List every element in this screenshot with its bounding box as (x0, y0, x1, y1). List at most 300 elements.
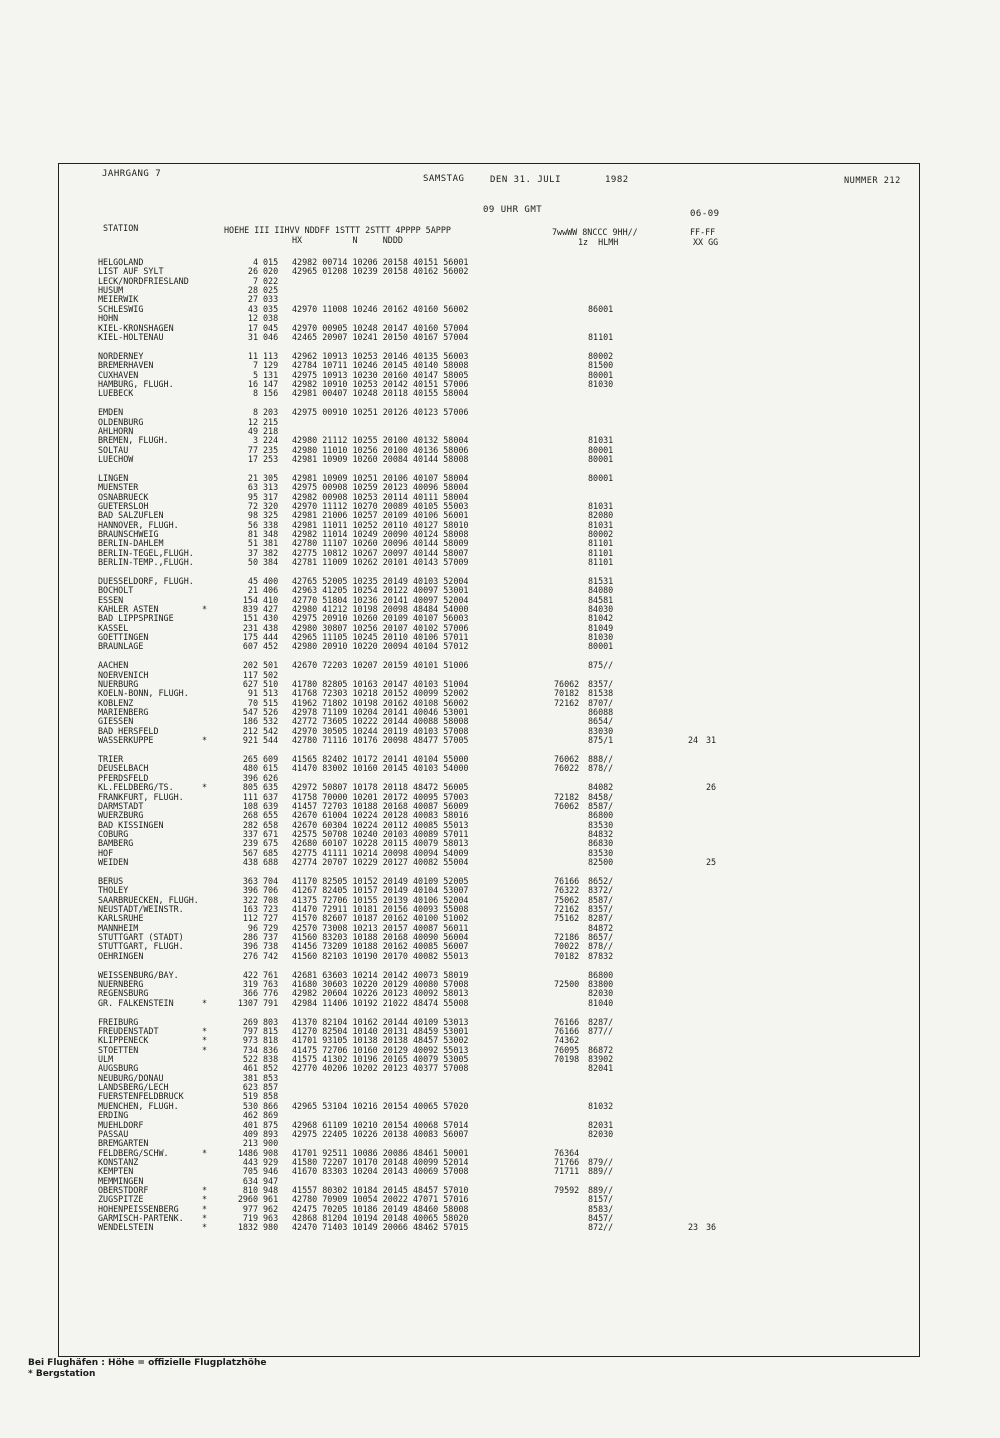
weather-group: 70022 (554, 941, 580, 952)
station-id: 818 (263, 1035, 279, 1046)
station-height: 607 (242, 641, 258, 652)
cloud-group: 86830 (588, 838, 614, 849)
weather-group: 72162 (554, 697, 580, 708)
station-height: 111 (242, 791, 258, 802)
mountain-marker: * (202, 1147, 208, 1158)
cloud-group: 8357/ (588, 679, 614, 689)
station-name: FREIBURG (98, 1016, 139, 1027)
station-id: 235 (263, 444, 279, 455)
station-name: ZUGSPITZE (98, 1194, 144, 1205)
cloud-group: 81030 (588, 378, 614, 389)
station-name: MUEHLDORF (98, 1119, 144, 1130)
station-height: 98 (247, 510, 258, 521)
station-height: 381 (242, 1072, 258, 1083)
cloud-group: 81030 (588, 632, 614, 642)
station-height: 27 (247, 294, 258, 305)
table-row (0, 1222, 1000, 1232)
station-height: 705 (242, 1166, 258, 1177)
station-height: 21 (247, 472, 258, 483)
station-id: 763 (263, 979, 279, 989)
station-name: DARMSTADT (98, 800, 144, 811)
station-name: KASSEL (98, 622, 129, 633)
cloud-group: 872// (588, 1222, 614, 1233)
station-id: 671 (263, 828, 279, 839)
station-id: 325 (263, 510, 279, 521)
station-height: 422 (242, 969, 258, 980)
station-id: 147 (263, 378, 279, 389)
cloud-group: 8287/ (588, 1016, 614, 1027)
synop-groups: 42868 81204 10194 20148 40065 58020 (292, 1213, 469, 1223)
station-name: OBERSTDORF (98, 1184, 149, 1195)
station-id: 637 (263, 791, 279, 802)
station-height: 163 (242, 903, 258, 914)
station-height: 16 (247, 378, 258, 389)
synop-groups: 41701 92511 10086 20086 48461 50001 (292, 1147, 469, 1158)
cloud-group: 84080 (588, 585, 614, 596)
station-height: 396 (242, 941, 258, 952)
synop-groups: 41570 82607 10187 20162 40100 51002 (292, 913, 469, 924)
synop-groups: 42770 51804 10236 20141 40097 52004 (292, 594, 469, 605)
synop-groups: 41962 71802 10198 20162 40108 56002 (292, 697, 469, 708)
station-name: KAHLER ASTEN (98, 604, 159, 614)
station-id: 706 (263, 885, 279, 896)
station-name: LANDSBERG/LECH (98, 1082, 169, 1093)
station-name: STOETTEN (98, 1044, 139, 1055)
station-height: 480 (242, 763, 258, 774)
mountain-marker: * (202, 997, 208, 1008)
station-name: BRAUNLAGE (98, 641, 144, 652)
weather-group: 75062 (554, 894, 580, 905)
station-name: LIST AUF SYLT (98, 266, 164, 277)
synop-groups: 42982 20604 10226 20123 40092 58013 (292, 988, 469, 999)
synop-groups: 41475 72706 10160 20129 40092 55013 (292, 1044, 469, 1055)
table-row (0, 557, 1000, 567)
station-id: 113 (263, 350, 279, 361)
station-name: BERLIN-TEGEL,FLUGH. (98, 547, 194, 558)
cloud-group: 82041 (588, 1063, 614, 1074)
station-height: 12 (247, 313, 258, 324)
station-id: 836 (263, 1044, 279, 1055)
synop-groups: 42980 11010 10256 20100 40136 58006 (292, 444, 469, 455)
station-id: 381 (263, 538, 279, 549)
station-name: SAARBRUECKEN, FLUGH. (98, 894, 199, 905)
synop-groups: 42980 21112 10255 20100 40132 58004 (292, 435, 469, 446)
synop-groups: 42465 20907 10241 20150 40167 57004 (292, 331, 469, 342)
cloud-group: 86800 (588, 969, 614, 980)
synop-groups: 42784 10711 10246 20145 40140 58008 (292, 360, 469, 371)
station-name: MARIENBERG (98, 707, 149, 718)
synop-groups: 42765 52005 10235 20149 40103 52004 (292, 575, 469, 586)
weather-group: 72162 (554, 903, 580, 914)
synop-groups: 42670 72203 10207 20159 40101 51006 (292, 660, 469, 671)
synop-groups: 41575 41302 10196 20165 40079 53005 (292, 1054, 469, 1064)
station-id: 776 (263, 988, 279, 999)
station-name: PASSAU (98, 1128, 129, 1139)
station-id: 020 (263, 266, 279, 277)
synop-groups: 42972 50807 10178 20118 48472 56005 (292, 782, 469, 793)
cloud-group: 81032 (588, 1100, 614, 1111)
station-id: 542 (263, 725, 279, 736)
station-id: 738 (263, 941, 279, 952)
station-name: KOBLENZ (98, 697, 134, 708)
station-height: 530 (242, 1100, 258, 1111)
day: SAMSTAG (423, 174, 465, 184)
station-height: 627 (242, 679, 258, 689)
station-id: 962 (263, 1203, 279, 1214)
cloud-group: 8707/ (588, 697, 614, 708)
station-height: 17 (247, 453, 258, 464)
station-name: REGENSBURG (98, 988, 149, 999)
cloud-group: 8157/ (588, 1194, 614, 1205)
station-id: 675 (263, 838, 279, 849)
synop-groups: 42781 11009 10262 20101 40143 57009 (292, 557, 469, 567)
table-row (0, 735, 1000, 745)
table-row (0, 388, 1000, 398)
col-main-sub: HX N NDDD (292, 235, 403, 245)
synop-groups: 42982 00714 10206 20158 40151 56001 (292, 257, 469, 267)
obs-time: 09 UHR GMT (483, 205, 543, 215)
station-name: HOF (98, 847, 114, 858)
station-height: 239 (242, 838, 258, 849)
station-height: 522 (242, 1054, 258, 1064)
year: 1982 (605, 175, 629, 185)
synop-groups: 42670 61004 10224 20128 40083 58016 (292, 810, 469, 821)
station-name: HOHENPEISSENBERG (98, 1203, 179, 1214)
synop-groups: 42975 10913 10230 20160 40147 58005 (292, 369, 469, 380)
gust-extra: 31 (706, 735, 717, 746)
station-id: 526 (263, 707, 279, 718)
station-name: WEIDEN (98, 856, 129, 867)
station-height: 11 (247, 350, 258, 361)
station-height: 805 (242, 782, 258, 793)
station-id: 858 (263, 1091, 279, 1102)
station-height: 3 (252, 435, 258, 446)
station-name: BERLIN-DAHLEM (98, 538, 164, 549)
synop-groups: 41670 83303 10204 20143 40069 57008 (292, 1166, 469, 1177)
station-id: 626 (263, 772, 279, 783)
cloud-group: 87832 (588, 950, 614, 961)
station-id: 852 (263, 1063, 279, 1074)
col-ff: FF-FF (690, 227, 716, 237)
station-name: AHLHORN (98, 425, 134, 436)
station-height: 337 (242, 828, 258, 839)
cloud-group: 82080 (588, 510, 614, 521)
synop-groups: 42775 10812 10267 20097 40144 58007 (292, 547, 469, 558)
station-height: 366 (242, 988, 258, 999)
station-name: DUESSELDORF, FLUGH. (98, 575, 194, 586)
weather-group: 72500 (554, 979, 580, 989)
station-id: 501 (263, 660, 279, 671)
station-name: FUERSTENFELDBRUCK (98, 1091, 184, 1102)
station-name: KARLSRUHE (98, 913, 144, 924)
cloud-group: 875/1 (588, 735, 614, 746)
station-id: 320 (263, 500, 279, 511)
cloud-group: 80002 (588, 350, 614, 361)
station-height: 213 (242, 1138, 258, 1149)
station-id: 025 (263, 285, 279, 296)
station-name: MEMMINGEN (98, 1175, 144, 1186)
gust-extra: 25 (706, 856, 717, 867)
cloud-group: 83902 (588, 1054, 614, 1064)
station-name: THOLEY (98, 885, 129, 896)
station-id: 502 (263, 669, 279, 680)
station-height: 438 (242, 856, 258, 867)
station-height: 319 (242, 979, 258, 989)
station-name: FRANKFURT, FLUGH. (98, 791, 184, 802)
station-name: ULM (98, 1054, 114, 1064)
station-id: 685 (263, 847, 279, 858)
station-name: BAD SALZUFLEN (98, 510, 164, 521)
station-id: 737 (263, 932, 279, 942)
synop-groups: 42978 71109 10204 20141 40046 53001 (292, 707, 469, 718)
station-height: 282 (242, 819, 258, 830)
station-id: 046 (263, 331, 279, 342)
weather-group: 71711 (554, 1166, 580, 1177)
station-name: SCHLESWIG (98, 303, 144, 314)
station-id: 382 (263, 547, 279, 558)
station-name: BREMEN, FLUGH. (98, 435, 169, 446)
station-id: 948 (263, 1184, 279, 1195)
gust-extra: 36 (706, 1222, 717, 1233)
station-name: NEUSTADT/WEINSTR. (98, 903, 184, 914)
weather-group: 70198 (554, 1054, 580, 1064)
cloud-group: 877// (588, 1026, 614, 1036)
weather-group: 70182 (554, 688, 580, 699)
weather-group: 72186 (554, 932, 580, 942)
synop-groups: 42775 41111 10214 20098 40094 54009 (292, 847, 469, 858)
cloud-group: 84872 (588, 922, 614, 933)
station-id: 317 (263, 491, 279, 502)
cloud-group: 80001 (588, 641, 614, 652)
station-height: 269 (242, 1016, 258, 1027)
station-height: 5 (252, 369, 258, 380)
cloud-group: 875// (588, 660, 614, 671)
station-name: GOETTINGEN (98, 632, 149, 642)
cloud-group: 86800 (588, 810, 614, 821)
synop-groups: 42681 63603 10214 20142 40073 58019 (292, 969, 469, 980)
station-id: 129 (263, 360, 279, 371)
station-id: 946 (263, 1166, 279, 1177)
station-id: 400 (263, 575, 279, 586)
station-id: 313 (263, 482, 279, 493)
cloud-group: 889// (588, 1184, 614, 1195)
cloud-group: 80001 (588, 369, 614, 380)
station-height: 276 (242, 950, 258, 961)
station-name: KIEL-HOLTENAU (98, 331, 164, 342)
station-name: HUSUM (98, 285, 124, 296)
station-height: 634 (242, 1175, 258, 1186)
station-height: 112 (242, 913, 258, 924)
station-id: 218 (263, 425, 279, 436)
synop-groups: 41560 82103 10190 20170 40082 55013 (292, 950, 469, 961)
station-id: 815 (263, 1026, 279, 1036)
synop-groups: 42970 00905 10248 20147 40160 57004 (292, 322, 469, 333)
synop-groups: 42780 71116 10176 20098 48477 57005 (292, 735, 469, 746)
station-height: 117 (242, 669, 258, 680)
station-id: 875 (263, 1119, 279, 1130)
synop-groups: 42670 60304 10224 20112 40085 55013 (292, 819, 469, 830)
cloud-group: 81538 (588, 688, 614, 699)
mountain-marker: * (202, 782, 208, 793)
synop-groups: 41580 72207 10170 20148 40099 52014 (292, 1156, 469, 1167)
cloud-group: 83530 (588, 819, 614, 830)
station-height: 37 (247, 547, 258, 558)
station-name: GR. FALKENSTEIN (98, 997, 174, 1008)
synop-groups: 42982 11014 10249 20090 40124 58008 (292, 528, 469, 539)
synop-groups: 42475 70205 10186 20149 48460 58008 (292, 1203, 469, 1214)
station-name: LUECHOW (98, 453, 134, 464)
station-name: BAD LIPPSPRINGE (98, 613, 174, 624)
station-id: 947 (263, 1175, 279, 1186)
station-name: WENDELSTEIN (98, 1222, 154, 1233)
station-name: NUERBURG (98, 679, 139, 689)
table-row (0, 857, 1000, 867)
synop-groups: 42982 00908 10253 20114 40111 58004 (292, 491, 469, 502)
station-id: 406 (263, 585, 279, 596)
station-id: 742 (263, 950, 279, 961)
station-id: 723 (263, 903, 279, 914)
cloud-group: 86001 (588, 303, 614, 314)
mountain-marker: * (202, 1044, 208, 1055)
synop-groups: 41560 83203 10188 20168 40090 56004 (292, 932, 469, 942)
nummer: NUMMER 212 (844, 176, 901, 186)
station-name: KL.FELDBERG/TS. (98, 782, 174, 793)
station-height: 8 (252, 407, 258, 418)
mountain-marker: * (202, 1194, 208, 1205)
cloud-group: 84832 (588, 828, 614, 839)
station-id: 900 (263, 1138, 279, 1149)
station-name: GUETERSLOH (98, 500, 149, 511)
station-name: HOHN (98, 313, 119, 324)
station-name: HELGOLAND (98, 257, 144, 267)
station-height: 401 (242, 1119, 258, 1130)
station-name: HAMBURG, FLUGH. (98, 378, 174, 389)
station-height: 4 (252, 257, 258, 267)
station-name: BOCHOLT (98, 585, 134, 596)
cloud-group: 879// (588, 1156, 614, 1167)
synop-groups: 42770 40206 10202 20123 40377 57008 (292, 1063, 469, 1074)
station-name: MANNHEIM (98, 922, 139, 933)
table-row (0, 998, 1000, 1008)
mountain-marker: * (202, 1184, 208, 1195)
station-id: 635 (263, 782, 279, 793)
weather-group: 76022 (554, 763, 580, 774)
station-name: STUTTGART (STADT) (98, 932, 184, 942)
cloud-group: 8657/ (588, 932, 614, 942)
station-id: 929 (263, 1156, 279, 1167)
synop-groups: 41267 82405 10157 20149 40104 53007 (292, 885, 469, 896)
synop-groups: 42984 11406 10192 21022 48474 55008 (292, 997, 469, 1008)
weather-group: 71766 (554, 1156, 580, 1167)
station-id: 838 (263, 1054, 279, 1064)
station-height: 17 (247, 322, 258, 333)
station-height: 50 (247, 557, 258, 567)
station-height: 8 (252, 388, 258, 399)
synop-groups: 42980 30807 10256 20107 40102 57006 (292, 622, 469, 633)
col-cloud-sub: 1z HLMH (578, 237, 619, 247)
station-id: 045 (263, 322, 279, 333)
station-name: LECK/NORDFRIESLAND (98, 275, 189, 286)
station-height: 63 (247, 482, 258, 493)
station-height: 547 (242, 707, 258, 718)
cloud-group: 82500 (588, 856, 614, 867)
station-height: 363 (242, 875, 258, 886)
mountain-marker: * (202, 1203, 208, 1214)
cloud-group: 81049 (588, 622, 614, 633)
station-name: GIESSEN (98, 716, 134, 727)
station-name: NEUBURG/DONAU (98, 1072, 164, 1083)
cloud-group: 86872 (588, 1044, 614, 1055)
cloud-group: 889// (588, 1166, 614, 1177)
synop-groups: 41270 82504 10140 20131 48459 53001 (292, 1026, 469, 1036)
station-height: 839 (242, 604, 258, 614)
cloud-group: 84030 (588, 604, 614, 614)
synop-groups: 42975 20910 10260 20109 40107 56003 (292, 613, 469, 624)
weather-group: 76062 (554, 800, 580, 811)
synop-groups: 42780 11107 10260 20096 40144 58009 (292, 538, 469, 549)
cloud-group: 8457/ (588, 1213, 614, 1223)
cloud-group: 8287/ (588, 913, 614, 924)
station-id: 708 (263, 894, 279, 905)
cloud-group: 878// (588, 763, 614, 774)
station-name: BRAUNSCHWEIG (98, 528, 159, 539)
station-name: KONSTANZ (98, 1156, 139, 1167)
station-id: 444 (263, 632, 279, 642)
synop-groups: 42970 30505 10244 20119 40103 57008 (292, 725, 469, 736)
station-id: 963 (263, 1213, 279, 1223)
station-id: 038 (263, 313, 279, 324)
station-name: PFERDSFELD (98, 772, 149, 783)
cloud-group: 8587/ (588, 894, 614, 905)
station-id: 704 (263, 875, 279, 886)
station-name: MEIERWIK (98, 294, 139, 305)
station-name: STUTTGART, FLUGH. (98, 941, 184, 952)
synop-groups: 42975 22405 10226 20138 40083 56007 (292, 1128, 469, 1139)
station-height: 462 (242, 1110, 258, 1121)
synop-groups: 41456 73209 10188 20162 40085 56007 (292, 941, 469, 952)
synop-groups: 41375 72706 10155 20139 40106 52004 (292, 894, 469, 905)
station-id: 655 (263, 810, 279, 821)
station-id: 639 (263, 800, 279, 811)
station-height: 810 (242, 1184, 258, 1195)
table-row (0, 951, 1000, 961)
station-id: 438 (263, 622, 279, 633)
station-height: 91 (247, 688, 258, 699)
cloud-group: 81101 (588, 547, 614, 558)
cloud-group: 81031 (588, 519, 614, 530)
station-id: 609 (263, 754, 279, 765)
station-id: 803 (263, 1016, 279, 1027)
cloud-group: 8583/ (588, 1203, 614, 1214)
station-name: NOERVENICH (98, 669, 149, 680)
cloud-group: 8587/ (588, 800, 614, 811)
cloud-group: 81101 (588, 538, 614, 549)
station-height: 202 (242, 660, 258, 671)
synop-groups: 42780 70909 10054 20022 47071 57016 (292, 1194, 469, 1205)
station-id: 893 (263, 1128, 279, 1139)
weather-group: 76062 (554, 754, 580, 765)
station-height: 461 (242, 1063, 258, 1074)
cloud-group: 83030 (588, 725, 614, 736)
station-height: 28 (247, 285, 258, 296)
station-id: 427 (263, 604, 279, 614)
synop-groups: 41470 83002 10160 20145 40103 54000 (292, 763, 469, 774)
cloud-group: 83800 (588, 979, 614, 989)
weather-group: 76166 (554, 1016, 580, 1027)
synop-groups: 42975 00908 10259 20123 40096 58004 (292, 482, 469, 493)
synop-groups: 42965 53104 10216 20154 40065 57020 (292, 1100, 469, 1111)
station-name: SOLTAU (98, 444, 129, 455)
